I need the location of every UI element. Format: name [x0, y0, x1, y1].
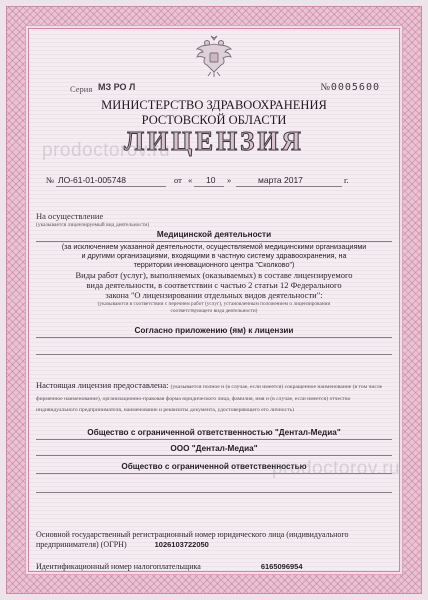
form-number-value: 0005600: [330, 82, 380, 93]
activity-hint: (указывается лицензируемый вид деятельности): [36, 222, 150, 228]
works-hint-line-2: соответствующего вида деятельности): [170, 308, 258, 314]
works-line-2: вида деятельности, в соответствии с частью 2 статьи 12 Федерального: [86, 280, 342, 290]
series-row: [38, 82, 390, 96]
blank-rule: [36, 492, 392, 493]
presented-block: [36, 380, 392, 415]
license-number-underline: [56, 186, 166, 187]
month-underline: [236, 186, 342, 187]
inn-value: 6165096954: [260, 562, 303, 571]
series-label: Серия: [70, 84, 93, 94]
document-content: [36, 34, 392, 571]
form-number-label: №: [320, 82, 330, 93]
ministry-line-2: РОСТОВСКОЙ ОБЛАСТИ: [141, 113, 287, 127]
works-value: Согласно приложению (ям) к лицензии: [134, 326, 294, 335]
activity-details-line-1: (за исключением указанной деятельности, осуществляемой медицинскими организациями: [61, 242, 367, 251]
license-number-row: [36, 175, 392, 189]
ogrn-value: 1026103722050: [154, 540, 209, 549]
works-line-3: закона "О лицензировании отдельных видов деятельности":: [105, 290, 323, 300]
activity-value: Медицинской деятельности: [156, 230, 272, 239]
presented-hint: (указывается полное и (в случае, если имеется) сокращенное наименование (в том числе фирменное наименование), организационно-правовая форма юридического лица, фамилия, имя и (в случае, если имеется) отчество индивидуального предпринимателя, наименование и реквизиты документа, удостоверяющего его личность): [36, 384, 383, 413]
license-no-label: №: [46, 175, 55, 185]
full-name-rule: [36, 439, 392, 440]
ministry-line-1: МИНИСТЕРСТВО ЗДРАВООХРАНЕНИЯ: [101, 98, 327, 112]
activity-details-line-3: территории инновационного центра "Сколково"): [133, 260, 295, 269]
activity-details: [36, 242, 392, 269]
works-hint-line-1: (указываются в соответствии с перечнем работ (услуг), установленным положением о лицензировании: [97, 301, 331, 307]
works-rule: [36, 337, 392, 338]
ministry-heading: [36, 98, 392, 128]
activity-label: На осуществление: [36, 211, 104, 221]
ogrn-text-line-2-label: предпринимателя) (ОГРН): [36, 540, 127, 549]
works-line-1: Виды работ (услуг), выполняемых (оказываемых) в составе лицензируемого: [75, 270, 353, 280]
ogrn-block: [36, 530, 392, 550]
watermark-bottom: prodoctorov.ru: [272, 458, 401, 479]
quote-open: «: [188, 175, 193, 185]
activity-details-line-2: и другими организациями, входящими в частную систему здравоохранения, на: [81, 251, 347, 260]
license-day: 10: [206, 175, 216, 185]
license-month-year: марта 2017: [258, 175, 303, 185]
licensee-full-name: Общество с ограниченной ответственностью "Дентал-Медиа": [87, 428, 341, 437]
license-title: ЛИЦЕНЗИЯ: [124, 126, 304, 156]
licensee-legal-form: Общество с ограниченной ответственностью: [121, 462, 307, 471]
short-name-rule: [36, 455, 392, 456]
ogrn-text-line-1: Основной государственный регистрационный номер юридического лица (индивидуального: [36, 530, 349, 539]
quote-close: »: [227, 175, 232, 185]
double-headed-eagle-emblem: [194, 34, 234, 78]
day-underline: [194, 186, 224, 187]
inn-block: [36, 562, 392, 571]
presented-label: Настоящая лицензия предоставлена:: [36, 380, 169, 390]
works-hint: [36, 301, 392, 315]
licensee-short-name: ООО "Дентал-Медиа": [170, 444, 258, 453]
series-value: МЗ РО Л: [98, 82, 136, 92]
license-from-label: от: [174, 175, 182, 185]
works-rule-2: [36, 354, 392, 355]
license-number-value: ЛО-61-01-005748: [58, 175, 126, 185]
ogrn-text-line-2: [36, 540, 392, 550]
inn-label: Идентификационный номер налогоплательщика: [36, 562, 201, 571]
works-text: [36, 270, 392, 300]
watermark-top: prodoctorov.ru: [42, 140, 171, 161]
year-suffix: г.: [344, 175, 349, 185]
